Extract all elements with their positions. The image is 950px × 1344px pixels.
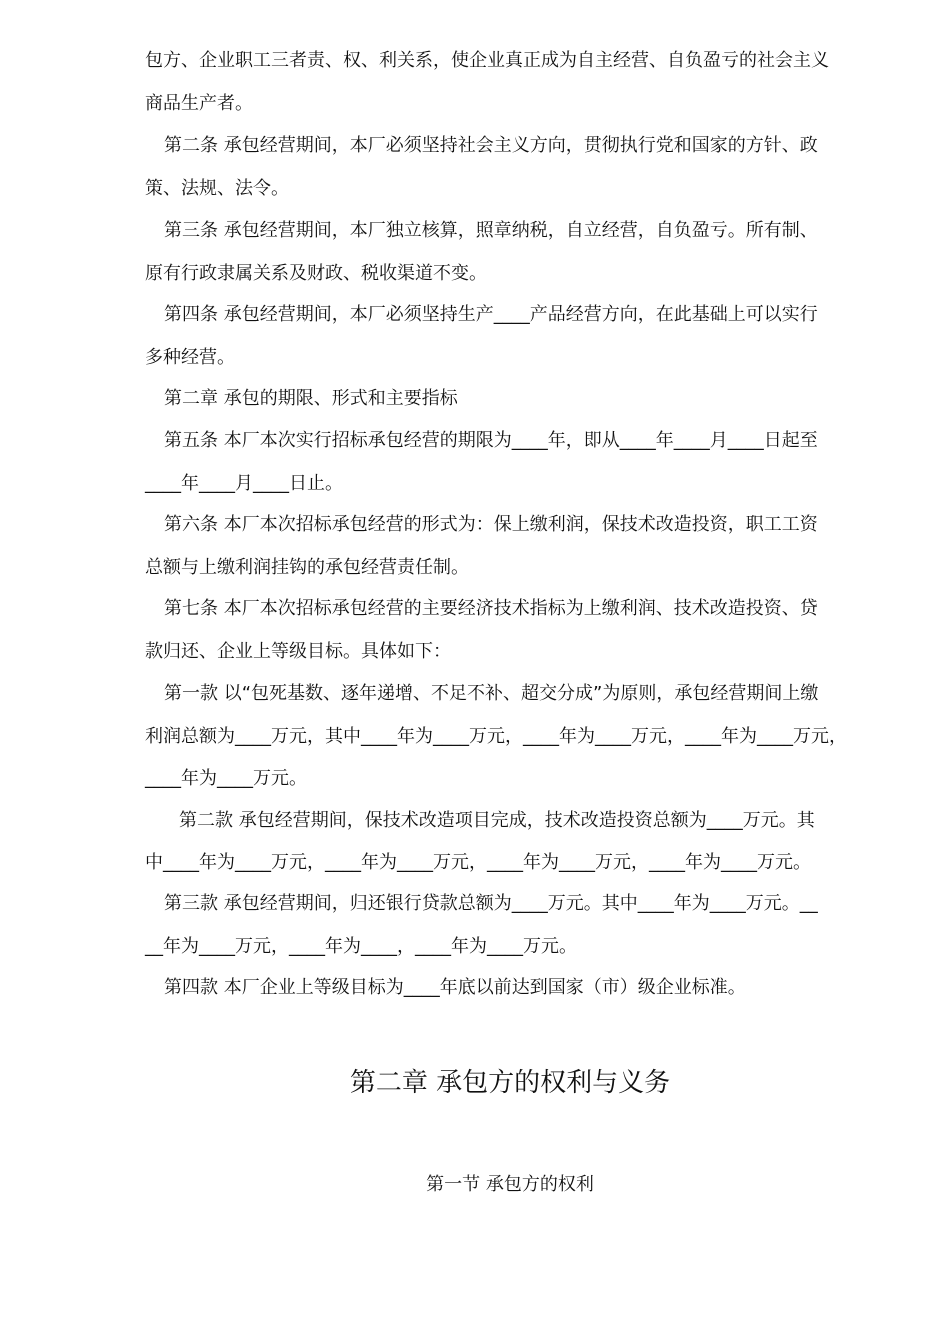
article-7-line: 第七条 本厂本次招标承包经营的主要经济技术指标为上缴利润、技术改造投资、贷 [164, 598, 818, 619]
article-6-line: 第六条 本厂本次招标承包经营的形式为：保上缴利润，保技术改造投资，职工工资 [164, 514, 818, 535]
article-4-line: 第四条 承包经营期间，本厂必须坚持生产____产品经营方向，在此基础上可以实行 [164, 304, 818, 325]
paragraph-line: __年为____万元，____年为____，____年为____万元。 [145, 936, 577, 957]
clause-4-line: 第四款 本厂企业上等级目标为____年底以前达到国家（市）级企业标准。 [164, 977, 746, 998]
clause-3-line: 第三款 承包经营期间，归还银行贷款总额为____万元。其中____年为____万元。__ [164, 893, 818, 914]
paragraph-line: 款归还、企业上等级目标。具体如下： [145, 641, 451, 662]
article-2-line: 第二条 承包经营期间，本厂必须坚持社会主义方向，贯彻执行党和国家的方针、政 [164, 135, 818, 156]
chapter-title: 第二章 承包方的权利与义务 [349, 1068, 671, 1098]
clause-2-line: 第二款 承包经营期间，保技术改造项目完成，技术改造投资总额为____万元。其 [179, 810, 815, 831]
paragraph-line: 中____年为____万元，____年为____万元，____年为____万元，____年为____万元。 [145, 852, 811, 873]
paragraph-line: 策、法规、法令。 [145, 178, 289, 199]
clause-1-line: 第一款 以“包死基数、逐年递增、不足不补、超交分成”为原则，承包经营期间上缴 [164, 683, 819, 704]
article-5-line: 第五条 本厂本次实行招标承包经营的期限为____年，即从____年____月____日起至 [164, 430, 818, 451]
paragraph-line: 包方、企业职工三者责、权、利关系，使企业真正成为自主经营、自负盈亏的社会主义 [145, 50, 829, 71]
paragraph-line: ____年为____万元。 [145, 768, 307, 789]
paragraph-line: 总额与上缴利润挂钩的承包经营责任制。 [145, 557, 469, 578]
paragraph-line: 原有行政隶属关系及财政、税收渠道不变。 [145, 263, 487, 284]
paragraph-line: 商品生产者。 [145, 93, 253, 114]
section-title: 第一节 承包方的权利 [426, 1174, 594, 1195]
paragraph-line: ____年____月____日止。 [145, 473, 343, 494]
paragraph-line: 利润总额为____万元，其中____年为____万元，____年为____万元，____年为____万元， [145, 726, 847, 747]
paragraph-line: 多种经营。 [145, 347, 235, 368]
chapter-2-heading-inline: 第二章 承包的期限、形式和主要指标 [164, 388, 458, 409]
article-3-line: 第三条 承包经营期间，本厂独立核算，照章纳税，自立经营，自负盈亏。所有制、 [164, 220, 818, 241]
